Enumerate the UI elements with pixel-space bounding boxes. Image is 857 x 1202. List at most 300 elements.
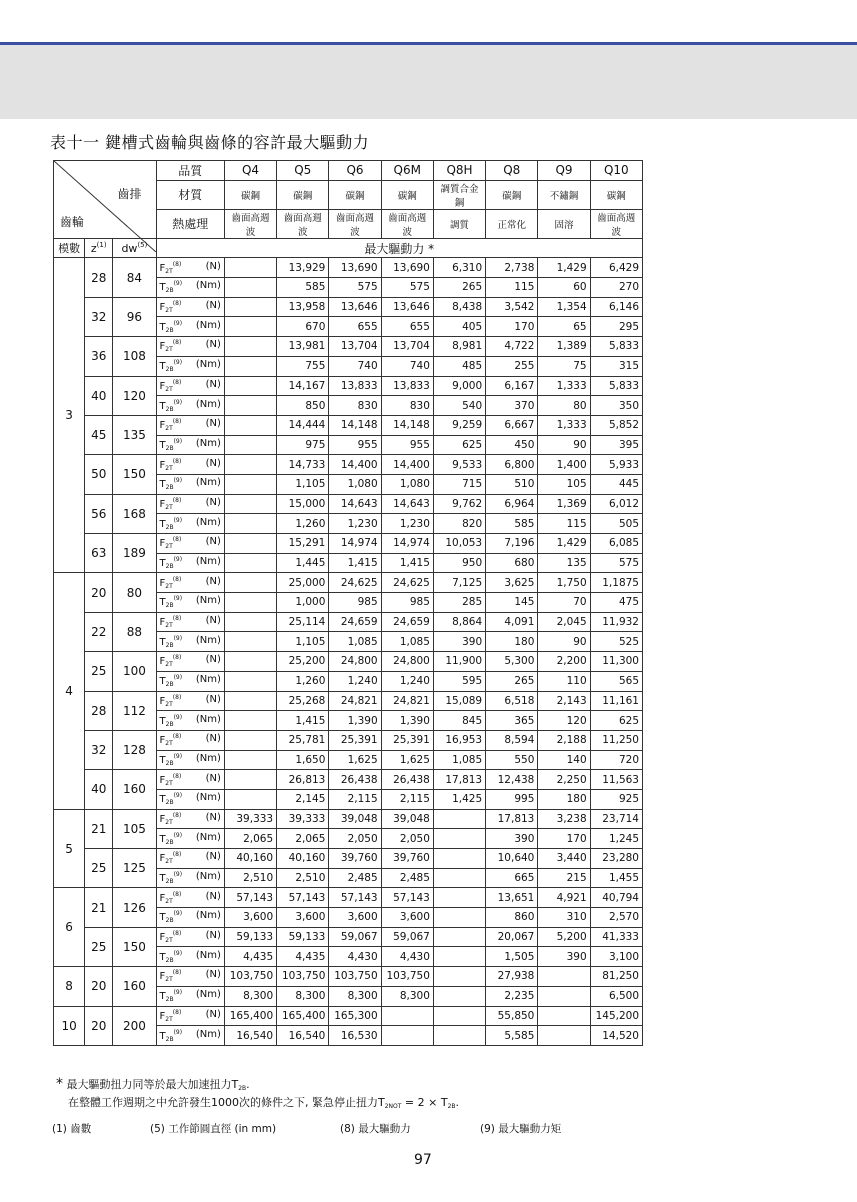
torque-value (433, 829, 485, 849)
force-value (224, 297, 276, 317)
torque-value: 575 (329, 278, 381, 298)
force-value: 9,000 (433, 376, 485, 396)
torque-value: 170 (486, 317, 538, 337)
module-cell: 4 (54, 573, 85, 809)
force-value: 25,114 (277, 612, 329, 632)
torque-value: 445 (590, 474, 642, 494)
torque-label: $T_{2B}^{(9)}$ (Nm) (156, 356, 224, 376)
force-value: 41,333 (590, 927, 642, 947)
force-value (224, 376, 276, 396)
torque-value: 625 (590, 711, 642, 731)
force-row (54, 258, 643, 278)
footnote-1: * 最大驅動扭力同等於最大加速扭力$T_{2B}$. (56, 1076, 250, 1092)
torque-value (224, 632, 276, 652)
torque-value (433, 986, 485, 1006)
force-value: 165,400 (224, 1006, 276, 1026)
torque-label: $T_{2B}^{(9)}$ (Nm) (156, 514, 224, 534)
diameter-cell: 128 (113, 730, 156, 769)
module-col-header: 模數 (54, 238, 85, 258)
torque-label: $T_{2B}^{(9)}$ (Nm) (156, 986, 224, 1006)
torque-value: 4,430 (329, 947, 381, 967)
drive-force-table (53, 160, 643, 1046)
teeth-cell: 25 (85, 652, 113, 691)
torque-value: 550 (486, 750, 538, 770)
force-value: 1,400 (538, 455, 590, 475)
force-value: 4,091 (486, 612, 538, 632)
torque-value (381, 1026, 433, 1046)
torque-value: 955 (381, 435, 433, 455)
force-row (54, 573, 643, 593)
force-value: 6,085 (590, 534, 642, 554)
force-label: $F_{2T}^{(8)}$ (N) (156, 376, 224, 396)
torque-value: 105 (538, 474, 590, 494)
torque-label: $T_{2B}^{(9)}$ (Nm) (156, 1026, 224, 1046)
force-value: 1,750 (538, 573, 590, 593)
grade-header: Q5 (277, 161, 329, 181)
torque-value: 60 (538, 278, 590, 298)
rack-label: 齒排 (117, 187, 142, 201)
force-value: 15,291 (277, 534, 329, 554)
torque-value: 140 (538, 750, 590, 770)
torque-value (433, 947, 485, 967)
force-value: 11,932 (590, 612, 642, 632)
legend-item-teeth: (1) 齒數 (52, 1123, 92, 1135)
torque-value: 985 (329, 593, 381, 613)
torque-value: 115 (486, 278, 538, 298)
torque-value: 1,415 (381, 553, 433, 573)
force-value: 81,250 (590, 967, 642, 987)
teeth-cell: 22 (85, 612, 113, 651)
torque-value: 135 (538, 553, 590, 573)
torque-value: 2,145 (277, 789, 329, 809)
teeth-cell: 45 (85, 415, 113, 454)
force-value: 6,146 (590, 297, 642, 317)
force-value: 1,333 (538, 415, 590, 435)
force-value: 25,391 (381, 730, 433, 750)
force-value: 24,821 (329, 691, 381, 711)
torque-value: 170 (538, 829, 590, 849)
torque-value (224, 711, 276, 731)
force-value: 39,048 (329, 809, 381, 829)
diameter-cell: 200 (113, 1006, 156, 1045)
force-value: 11,563 (590, 770, 642, 790)
torque-value: 1,260 (277, 514, 329, 534)
torque-value: 120 (538, 711, 590, 731)
torque-value: 145 (486, 593, 538, 613)
torque-value (224, 789, 276, 809)
teeth-cell: 50 (85, 455, 113, 494)
heat-treatment-row-label: 熱處理 (156, 209, 224, 238)
force-row (54, 927, 643, 947)
force-value: 57,143 (381, 888, 433, 908)
quality-row-label: 品質 (156, 161, 224, 181)
torque-value: 950 (433, 553, 485, 573)
torque-value: 1,245 (590, 829, 642, 849)
torque-value: 1,625 (381, 750, 433, 770)
force-value: 14,400 (381, 455, 433, 475)
torque-value: 1,625 (329, 750, 381, 770)
force-value: 25,268 (277, 691, 329, 711)
footnote-2: 在整體工作週期之中允許發生1000次的條件之下, 緊急停止扭力$T_{2NOT} = 2 \times T_{2B}$. (68, 1096, 460, 1110)
force-value (224, 612, 276, 632)
torque-value: 670 (277, 317, 329, 337)
force-value: 40,160 (224, 849, 276, 869)
torque-label: $T_{2B}^{(9)}$ (Nm) (156, 947, 224, 967)
page-title: 表十一 鍵槽式齒輪與齒條的容許最大驅動力 (50, 133, 370, 152)
force-value (224, 691, 276, 711)
torque-value: 2,050 (381, 829, 433, 849)
torque-value: 4,435 (277, 947, 329, 967)
force-value: 6,429 (590, 258, 642, 278)
force-value: 25,200 (277, 652, 329, 672)
force-value: 57,143 (224, 888, 276, 908)
force-value: 14,974 (329, 534, 381, 554)
teeth-cell: 28 (85, 691, 113, 730)
force-value (224, 534, 276, 554)
force-value: 1,333 (538, 376, 590, 396)
z-col-header: $z^{(1)}$ (85, 238, 113, 258)
torque-value: 740 (329, 356, 381, 376)
force-value: 13,833 (381, 376, 433, 396)
torque-value: 1,080 (329, 474, 381, 494)
force-value: 1,369 (538, 494, 590, 514)
torque-value: 585 (277, 278, 329, 298)
torque-value: 1,415 (329, 553, 381, 573)
force-label: $F_{2T}^{(8)}$ (N) (156, 809, 224, 829)
torque-value: 1,390 (329, 711, 381, 731)
force-value: 26,438 (381, 770, 433, 790)
force-value: 24,659 (329, 612, 381, 632)
force-value (224, 652, 276, 672)
torque-value: 1,505 (486, 947, 538, 967)
force-value: 5,200 (538, 927, 590, 947)
diameter-cell: 135 (113, 415, 156, 454)
module-cell: 3 (54, 258, 85, 573)
force-row (54, 534, 643, 554)
force-value (224, 415, 276, 435)
force-value (433, 927, 485, 947)
force-value: 17,813 (486, 809, 538, 829)
force-value: 103,750 (329, 967, 381, 987)
force-value: 13,833 (329, 376, 381, 396)
dw-col-header: $dw^{(5)}$ (113, 238, 156, 258)
teeth-cell: 20 (85, 1006, 113, 1045)
force-value: 5,852 (590, 415, 642, 435)
torque-value: 1,080 (381, 474, 433, 494)
force-value: 1,354 (538, 297, 590, 317)
torque-value: 1,085 (329, 632, 381, 652)
force-value: 2,143 (538, 691, 590, 711)
torque-value: 985 (381, 593, 433, 613)
torque-value: 370 (486, 396, 538, 416)
torque-value: 665 (486, 868, 538, 888)
force-value: 103,750 (381, 967, 433, 987)
force-value: 24,800 (381, 652, 433, 672)
torque-value (538, 986, 590, 1006)
diameter-cell: 160 (113, 770, 156, 809)
force-value: 11,900 (433, 652, 485, 672)
material-cell: 碳鋼 (329, 180, 381, 209)
force-value: 24,659 (381, 612, 433, 632)
force-value: 11,300 (590, 652, 642, 672)
torque-value: 390 (486, 829, 538, 849)
force-value: 13,690 (381, 258, 433, 278)
torque-value: 315 (590, 356, 642, 376)
torque-value (224, 356, 276, 376)
torque-value: 1,000 (277, 593, 329, 613)
torque-value: 110 (538, 671, 590, 691)
force-row (54, 612, 643, 632)
force-row (54, 809, 643, 829)
force-value: 3,440 (538, 849, 590, 869)
torque-value (433, 908, 485, 928)
torque-value: 2,065 (224, 829, 276, 849)
torque-value: 595 (433, 671, 485, 691)
teeth-cell: 32 (85, 297, 113, 336)
material-cell: 不鏽鋼 (538, 180, 590, 209)
heat-treatment-cell: 齒面高週波 (329, 209, 381, 238)
force-value: 145,200 (590, 1006, 642, 1026)
force-value: 1,429 (538, 534, 590, 554)
torque-value: 820 (433, 514, 485, 534)
force-value: 9,533 (433, 455, 485, 475)
torque-value: 2,115 (329, 789, 381, 809)
force-value: 14,733 (277, 455, 329, 475)
torque-value: 270 (590, 278, 642, 298)
torque-value: 405 (433, 317, 485, 337)
force-value (224, 258, 276, 278)
force-value: 55,850 (486, 1006, 538, 1026)
torque-value: 2,115 (381, 789, 433, 809)
diameter-cell: 80 (113, 573, 156, 612)
diameter-cell: 84 (113, 258, 156, 297)
teeth-cell: 21 (85, 888, 113, 927)
force-value: 57,143 (277, 888, 329, 908)
module-cell: 8 (54, 967, 85, 1006)
torque-value: 90 (538, 632, 590, 652)
torque-value (224, 514, 276, 534)
force-label: $F_{2T}^{(8)}$ (N) (156, 1006, 224, 1026)
torque-label: $T_{2B}^{(9)}$ (Nm) (156, 317, 224, 337)
force-value: 14,974 (381, 534, 433, 554)
heat-treatment-cell: 齒面高週波 (381, 209, 433, 238)
force-value: 8,864 (433, 612, 485, 632)
torque-value: 575 (381, 278, 433, 298)
torque-value: 1,650 (277, 750, 329, 770)
force-value: 39,048 (381, 809, 433, 829)
torque-value: 265 (433, 278, 485, 298)
module-cell: 5 (54, 809, 85, 888)
force-value: 4,921 (538, 888, 590, 908)
torque-label: $T_{2B}^{(9)}$ (Nm) (156, 829, 224, 849)
torque-value: 1,455 (590, 868, 642, 888)
torque-value: 2,570 (590, 908, 642, 928)
force-label: $F_{2T}^{(8)}$ (N) (156, 415, 224, 435)
force-label: $F_{2T}^{(8)}$ (N) (156, 849, 224, 869)
force-value: 5,833 (590, 376, 642, 396)
torque-label: $T_{2B}^{(9)}$ (Nm) (156, 868, 224, 888)
force-label: $F_{2T}^{(8)}$ (N) (156, 652, 224, 672)
teeth-cell: 28 (85, 258, 113, 297)
diameter-cell: 168 (113, 494, 156, 533)
heat-treatment-cell: 齒面高週波 (224, 209, 276, 238)
force-label: $F_{2T}^{(8)}$ (N) (156, 888, 224, 908)
material-cell: 碳鋼 (486, 180, 538, 209)
legend-item-max-torque: (9) 最大驅動力矩 (480, 1123, 562, 1135)
force-row (54, 849, 643, 869)
diameter-cell: 112 (113, 691, 156, 730)
torque-value: 2,050 (329, 829, 381, 849)
force-label: $F_{2T}^{(8)}$ (N) (156, 612, 224, 632)
teeth-cell: 40 (85, 770, 113, 809)
torque-value: 3,600 (224, 908, 276, 928)
torque-value: 975 (277, 435, 329, 455)
diameter-cell: 120 (113, 376, 156, 415)
force-value: 13,651 (486, 888, 538, 908)
teeth-cell: 32 (85, 730, 113, 769)
heat-treatment-cell: 固溶 (538, 209, 590, 238)
diameter-cell: 100 (113, 652, 156, 691)
diameter-cell: 105 (113, 809, 156, 848)
torque-value: 1,085 (381, 632, 433, 652)
torque-value: 265 (486, 671, 538, 691)
torque-value: 285 (433, 593, 485, 613)
torque-value: 740 (381, 356, 433, 376)
force-value (538, 1006, 590, 1026)
torque-value (224, 435, 276, 455)
torque-label: $T_{2B}^{(9)}$ (Nm) (156, 553, 224, 573)
force-row (54, 770, 643, 790)
gear-label: 齒輪 (60, 215, 85, 229)
torque-value: 1,105 (277, 474, 329, 494)
torque-value: 390 (433, 632, 485, 652)
force-value: 8,981 (433, 337, 485, 357)
torque-label: $T_{2B}^{(9)}$ (Nm) (156, 396, 224, 416)
torque-value: 2,485 (381, 868, 433, 888)
torque-value: 995 (486, 789, 538, 809)
force-value: 103,750 (224, 967, 276, 987)
torque-label: $T_{2B}^{(9)}$ (Nm) (156, 908, 224, 928)
diameter-cell: 125 (113, 849, 156, 888)
grade-header: Q10 (590, 161, 642, 181)
force-value: 27,938 (486, 967, 538, 987)
torque-value: 80 (538, 396, 590, 416)
force-value: 8,594 (486, 730, 538, 750)
max-force-header: 最大驅動力 * (156, 238, 642, 258)
force-value: 1,429 (538, 258, 590, 278)
torque-value: 565 (590, 671, 642, 691)
legend-item-pitch-diameter: (5) 工作節圓直徑 (in mm) (150, 1123, 277, 1135)
force-value: 10,640 (486, 849, 538, 869)
force-value: 26,438 (329, 770, 381, 790)
force-value: 14,643 (329, 494, 381, 514)
teeth-cell: 25 (85, 849, 113, 888)
torque-value: 680 (486, 553, 538, 573)
torque-value: 5,585 (486, 1026, 538, 1046)
force-value (433, 1006, 485, 1026)
teeth-cell: 20 (85, 573, 113, 612)
torque-value: 1,260 (277, 671, 329, 691)
torque-label: $T_{2B}^{(9)}$ (Nm) (156, 632, 224, 652)
force-label: $F_{2T}^{(8)}$ (N) (156, 494, 224, 514)
grade-header: Q6M (381, 161, 433, 181)
torque-value: 65 (538, 317, 590, 337)
torque-value: 75 (538, 356, 590, 376)
torque-value (538, 1026, 590, 1046)
torque-value: 655 (381, 317, 433, 337)
torque-value: 255 (486, 356, 538, 376)
force-value: 13,704 (329, 337, 381, 357)
force-value: 2,045 (538, 612, 590, 632)
force-value: 10,053 (433, 534, 485, 554)
torque-value: 540 (433, 396, 485, 416)
force-value: 13,690 (329, 258, 381, 278)
force-value: 165,400 (277, 1006, 329, 1026)
grade-header: Q6 (329, 161, 381, 181)
force-label: $F_{2T}^{(8)}$ (N) (156, 770, 224, 790)
force-value: 9,762 (433, 494, 485, 514)
torque-value: 16,530 (329, 1026, 381, 1046)
force-value: 6,167 (486, 376, 538, 396)
torque-value (224, 317, 276, 337)
torque-value: 845 (433, 711, 485, 731)
teeth-cell: 36 (85, 337, 113, 376)
torque-value: 8,300 (329, 986, 381, 1006)
force-value: 2,188 (538, 730, 590, 750)
force-value: 165,300 (329, 1006, 381, 1026)
torque-value: 715 (433, 474, 485, 494)
torque-value: 2,510 (277, 868, 329, 888)
force-value: 14,148 (329, 415, 381, 435)
force-value: 15,089 (433, 691, 485, 711)
torque-value: 3,600 (277, 908, 329, 928)
torque-value: 510 (486, 474, 538, 494)
force-label: $F_{2T}^{(8)}$ (N) (156, 967, 224, 987)
force-row (54, 455, 643, 475)
torque-value: 180 (538, 789, 590, 809)
torque-value: 1,085 (433, 750, 485, 770)
force-value: 59,067 (329, 927, 381, 947)
force-value (224, 770, 276, 790)
grade-header: Q9 (538, 161, 590, 181)
torque-value: 2,485 (329, 868, 381, 888)
heat-treatment-cell: 齒面高週波 (277, 209, 329, 238)
force-value: 26,813 (277, 770, 329, 790)
torque-value: 860 (486, 908, 538, 928)
torque-value: 16,540 (277, 1026, 329, 1046)
force-value: 13,981 (277, 337, 329, 357)
heat-treatment-cell: 齒面高週波 (590, 209, 642, 238)
torque-value (433, 868, 485, 888)
force-value: 25,391 (329, 730, 381, 750)
torque-label: $T_{2B}^{(9)}$ (Nm) (156, 474, 224, 494)
force-value (224, 337, 276, 357)
force-label: $F_{2T}^{(8)}$ (N) (156, 337, 224, 357)
force-value (433, 849, 485, 869)
diameter-cell: 96 (113, 297, 156, 336)
force-value: 11,250 (590, 730, 642, 750)
torque-value: 505 (590, 514, 642, 534)
torque-label: $T_{2B}^{(9)}$ (Nm) (156, 711, 224, 731)
force-row (54, 967, 643, 987)
force-row (54, 730, 643, 750)
force-row (54, 297, 643, 317)
force-label: $F_{2T}^{(8)}$ (N) (156, 691, 224, 711)
force-value: 6,012 (590, 494, 642, 514)
torque-value: 1,425 (433, 789, 485, 809)
force-row (54, 494, 643, 514)
force-value: 57,143 (329, 888, 381, 908)
